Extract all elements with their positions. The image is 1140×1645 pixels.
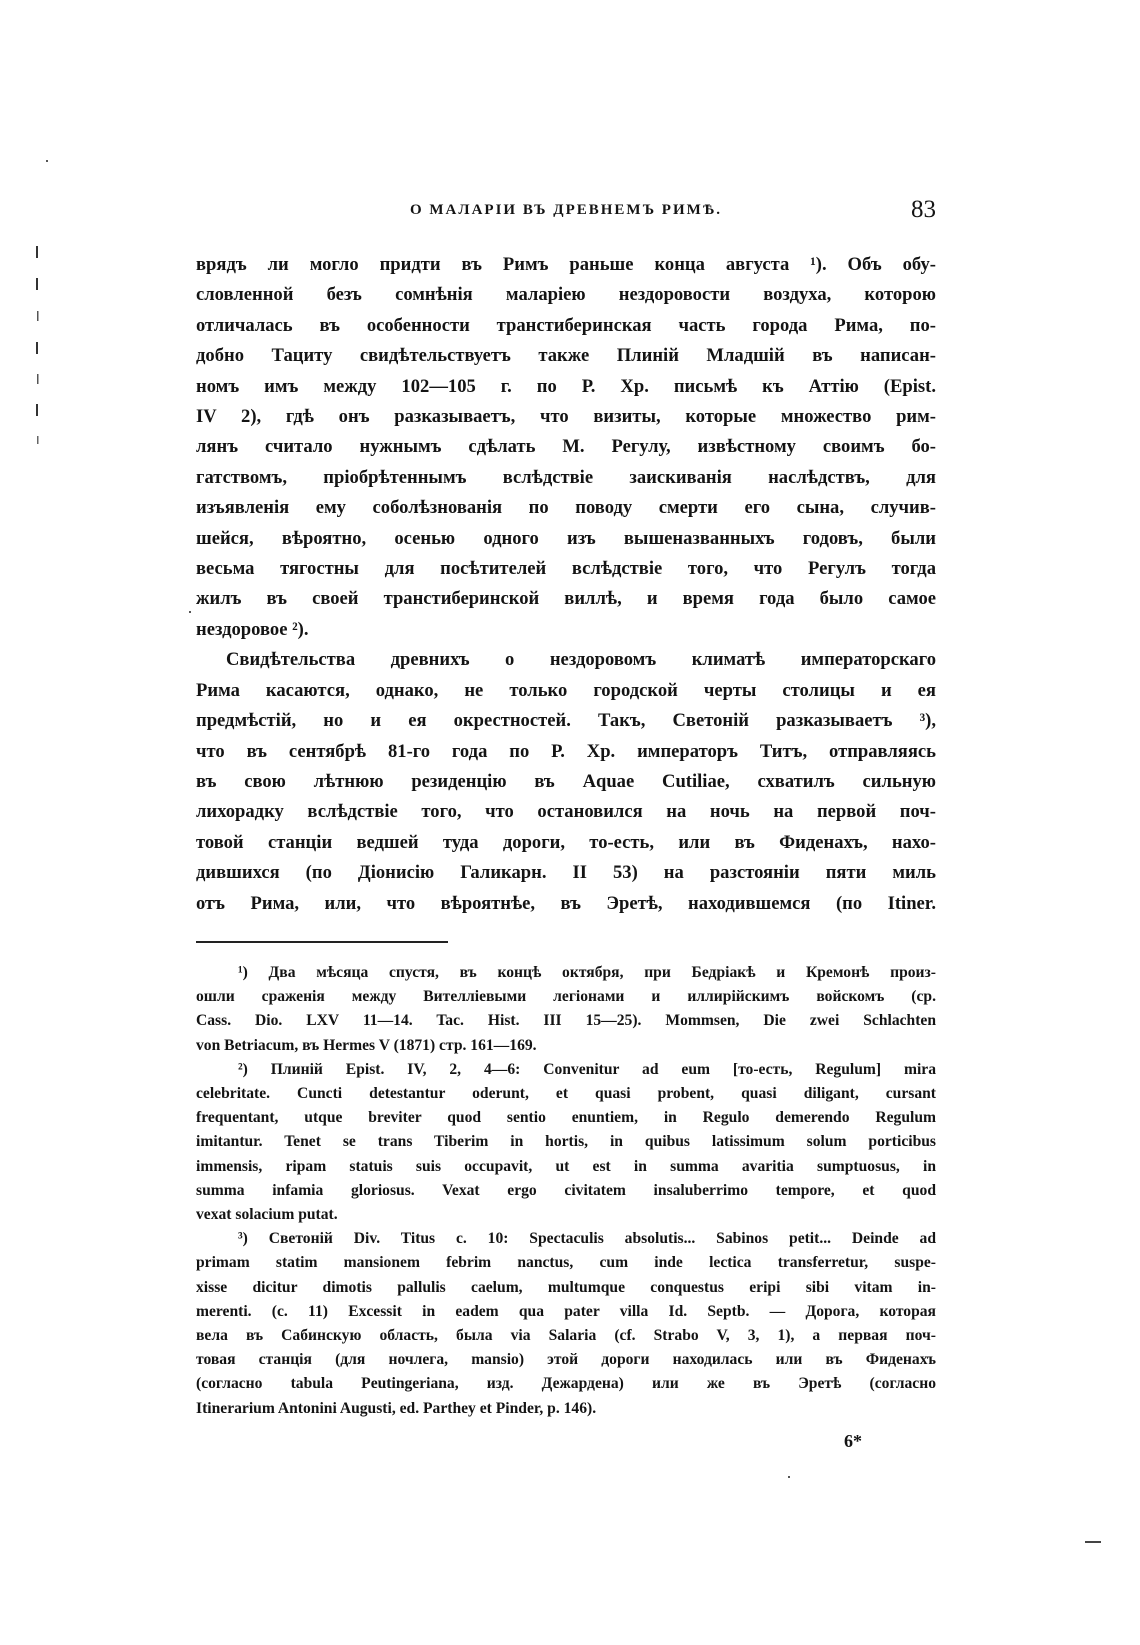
footnote-line: ²) Плиній Epist. IV, 2, 4—6: Convenitur ad eum [то-есть, Regulum] mira — [238, 1060, 936, 1078]
text-line: шейся, вѣроятно, осенью одного изъ вышеназванныхъ годовъ, были — [196, 527, 936, 549]
bottom-mark — [1085, 1541, 1101, 1543]
text-line: отъ Рима, или, что вѣроятнѣе, въ Эретѣ, находившемся (по Itiner. — [196, 892, 936, 914]
footnote-line: ошли сраженія между Вителліевыми легіонами и иллирійскимъ войскомъ (ср. — [196, 988, 936, 1006]
bottom-dot — [788, 1476, 790, 1478]
footnote-line: merenti. (c. 11) Excessit in eadem qua pater villa Id. Septb. — Дорога, которая — [196, 1302, 936, 1320]
footnote-line: von Betriacum, въ Hermes V (1871) стр. 161—169. — [196, 1036, 537, 1054]
text-line: добно Тациту свидѣтельствуетъ также Плиній Младшій въ написан- — [196, 345, 936, 367]
text-line: IV 2), гдѣ онъ разказываетъ, что визиты, которые множество рим- — [196, 406, 936, 428]
footnote-3 — [196, 1227, 936, 1421]
footnote-rule — [196, 941, 448, 943]
footnotes — [196, 961, 936, 1421]
text-line: Свидѣтельства древнихъ о нездоровомъ климатѣ императорскаго — [226, 649, 936, 671]
text-line: что въ сентябрѣ 81-го года по Р. Хр. императоръ Титъ, отправляясь — [196, 740, 936, 762]
footnote-line: imitantur. Tenet se trans Tiberim in hortis, in quibus latissimum solum porticibus — [196, 1133, 936, 1151]
text-line: лихорадку вслѣдствіе того, что остановился на ночь на первой поч- — [196, 801, 936, 823]
footnote-line: (согласно tabula Peutingeriana, изд. Дежардена) или же въ Эретѣ (согласно — [196, 1375, 936, 1393]
text-line: Рима касаются, однако, не только городской черты столицы и ея — [196, 679, 936, 701]
footnote-line: вела въ Сабинскую область, была via Salaria (cf. Strabo V, 3, 1), а первая поч- — [196, 1326, 936, 1344]
text-line: номъ имъ между 102—105 г. по Р. Хр. письмѣ къ Аттію (Epist. — [196, 375, 936, 397]
paragraph-1 — [196, 250, 936, 645]
text-line: нездоровое ²). — [196, 618, 309, 640]
footnote-line: Cass. Dio. LXV 11—14. Tac. Hist. III 15—25). Mommsen, Die zwei Schlachten — [196, 1012, 936, 1030]
text-line: въ свою лѣтнюю резиденцію въ Aquae Cutiliae, схватилъ сильную — [196, 770, 936, 792]
text-line: изъявленія ему соболѣзнованія по поводу смерти его сына, случив- — [196, 497, 936, 519]
text-line: жилъ въ своей транстиберинской виллѣ, и время года было самое — [196, 588, 936, 610]
paragraph-2 — [196, 645, 936, 919]
footnote-line: Itinerarium Antonini Augusti, ed. Parthey et Pinder, p. 146). — [196, 1399, 597, 1417]
text-line: весьма тягостны для посѣтителей вслѣдствіе того, что Регулъ тогда — [196, 558, 936, 580]
margin-mark — [37, 436, 39, 444]
footnote-1 — [196, 961, 936, 1058]
margin-mark — [36, 246, 38, 258]
text-line: гатствомъ, пріобрѣтеннымъ вслѣдствіе заискиванія наслѣдствъ, для — [196, 466, 936, 488]
margin-mark — [36, 404, 38, 416]
text-line: предмѣстій, но и ея окрестностей. Такъ, Светоній разказываетъ ³), — [196, 710, 936, 732]
text-line: словленной безъ сомнѣнія маларіею нездоровости воздуха, которою — [196, 284, 936, 306]
footnote-line: summa infamia gloriosus. Vexat ergo civitatem insaluberrimo tempore, et quod — [196, 1181, 936, 1199]
margin-mark — [36, 278, 38, 290]
footnote-line: celebritate. Cuncti detestantur oderunt, et quasi probent, quasi diligant, cursant — [196, 1084, 936, 1102]
book-page — [196, 196, 936, 1452]
margin-mark — [36, 342, 38, 354]
footnote-line: vexat solacium putat. — [196, 1205, 338, 1223]
page-header — [196, 196, 936, 236]
footnote-line: товая станція (для ночлега, mansio) этой дороги находилась или въ Фиденахъ — [196, 1351, 936, 1369]
margin-mark — [37, 374, 39, 384]
footnote-line: frequentant, utque breviter quod sentio enuntiem, in Regulo demerendo Regulum — [196, 1109, 936, 1127]
margin-dot — [46, 160, 48, 162]
footnote-line: ³) Светоній Div. Titus c. 10: Spectaculis absolutis... Sabinos petit... Deinde ad — [238, 1230, 936, 1248]
text-line: лянъ считало нужнымъ сдѣлать М. Регулу, извѣстному своимъ бо- — [196, 436, 936, 458]
signature-mark: 6* — [844, 1430, 862, 1451]
footnote-2 — [196, 1058, 936, 1227]
footnote-line: xisse dicitur dimotis pallulis caelum, multumque conquestus eripi sibi vitam in- — [196, 1278, 936, 1296]
text-line: товой станціи ведшей туда дороги, то-есть, или въ Фиденахъ, нахо- — [196, 831, 936, 853]
page-number: 83 — [911, 196, 936, 223]
text-line: отличалась въ особенности транстиберинская часть города Рима, по- — [196, 314, 936, 336]
footnote-line: primam statim mansionem febrim nanctus, cum inde lectica transferretur, suspe- — [196, 1254, 936, 1272]
text-line: врядъ ли могло придти въ Римъ раньше конца августа ¹). Объ обу- — [196, 254, 936, 275]
margin-dot — [189, 611, 191, 613]
running-head: О МАЛАРІИ ВЪ ДРЕВНЕМЪ РИМѢ. — [409, 202, 722, 218]
text-line: дившихся (по Діонисію Галикарн. II 53) на разстояніи пяти миль — [196, 862, 936, 884]
footnote-line: ¹) Два мѣсяца спустя, въ концѣ октября, при Бедріакѣ и Кремонѣ произ- — [238, 963, 936, 981]
main-text — [196, 250, 936, 919]
footnote-line: immensis, ripam statuis suis occupavit, ut est in summa avaritia sumptuosus, in — [196, 1157, 936, 1175]
margin-mark — [37, 311, 39, 321]
